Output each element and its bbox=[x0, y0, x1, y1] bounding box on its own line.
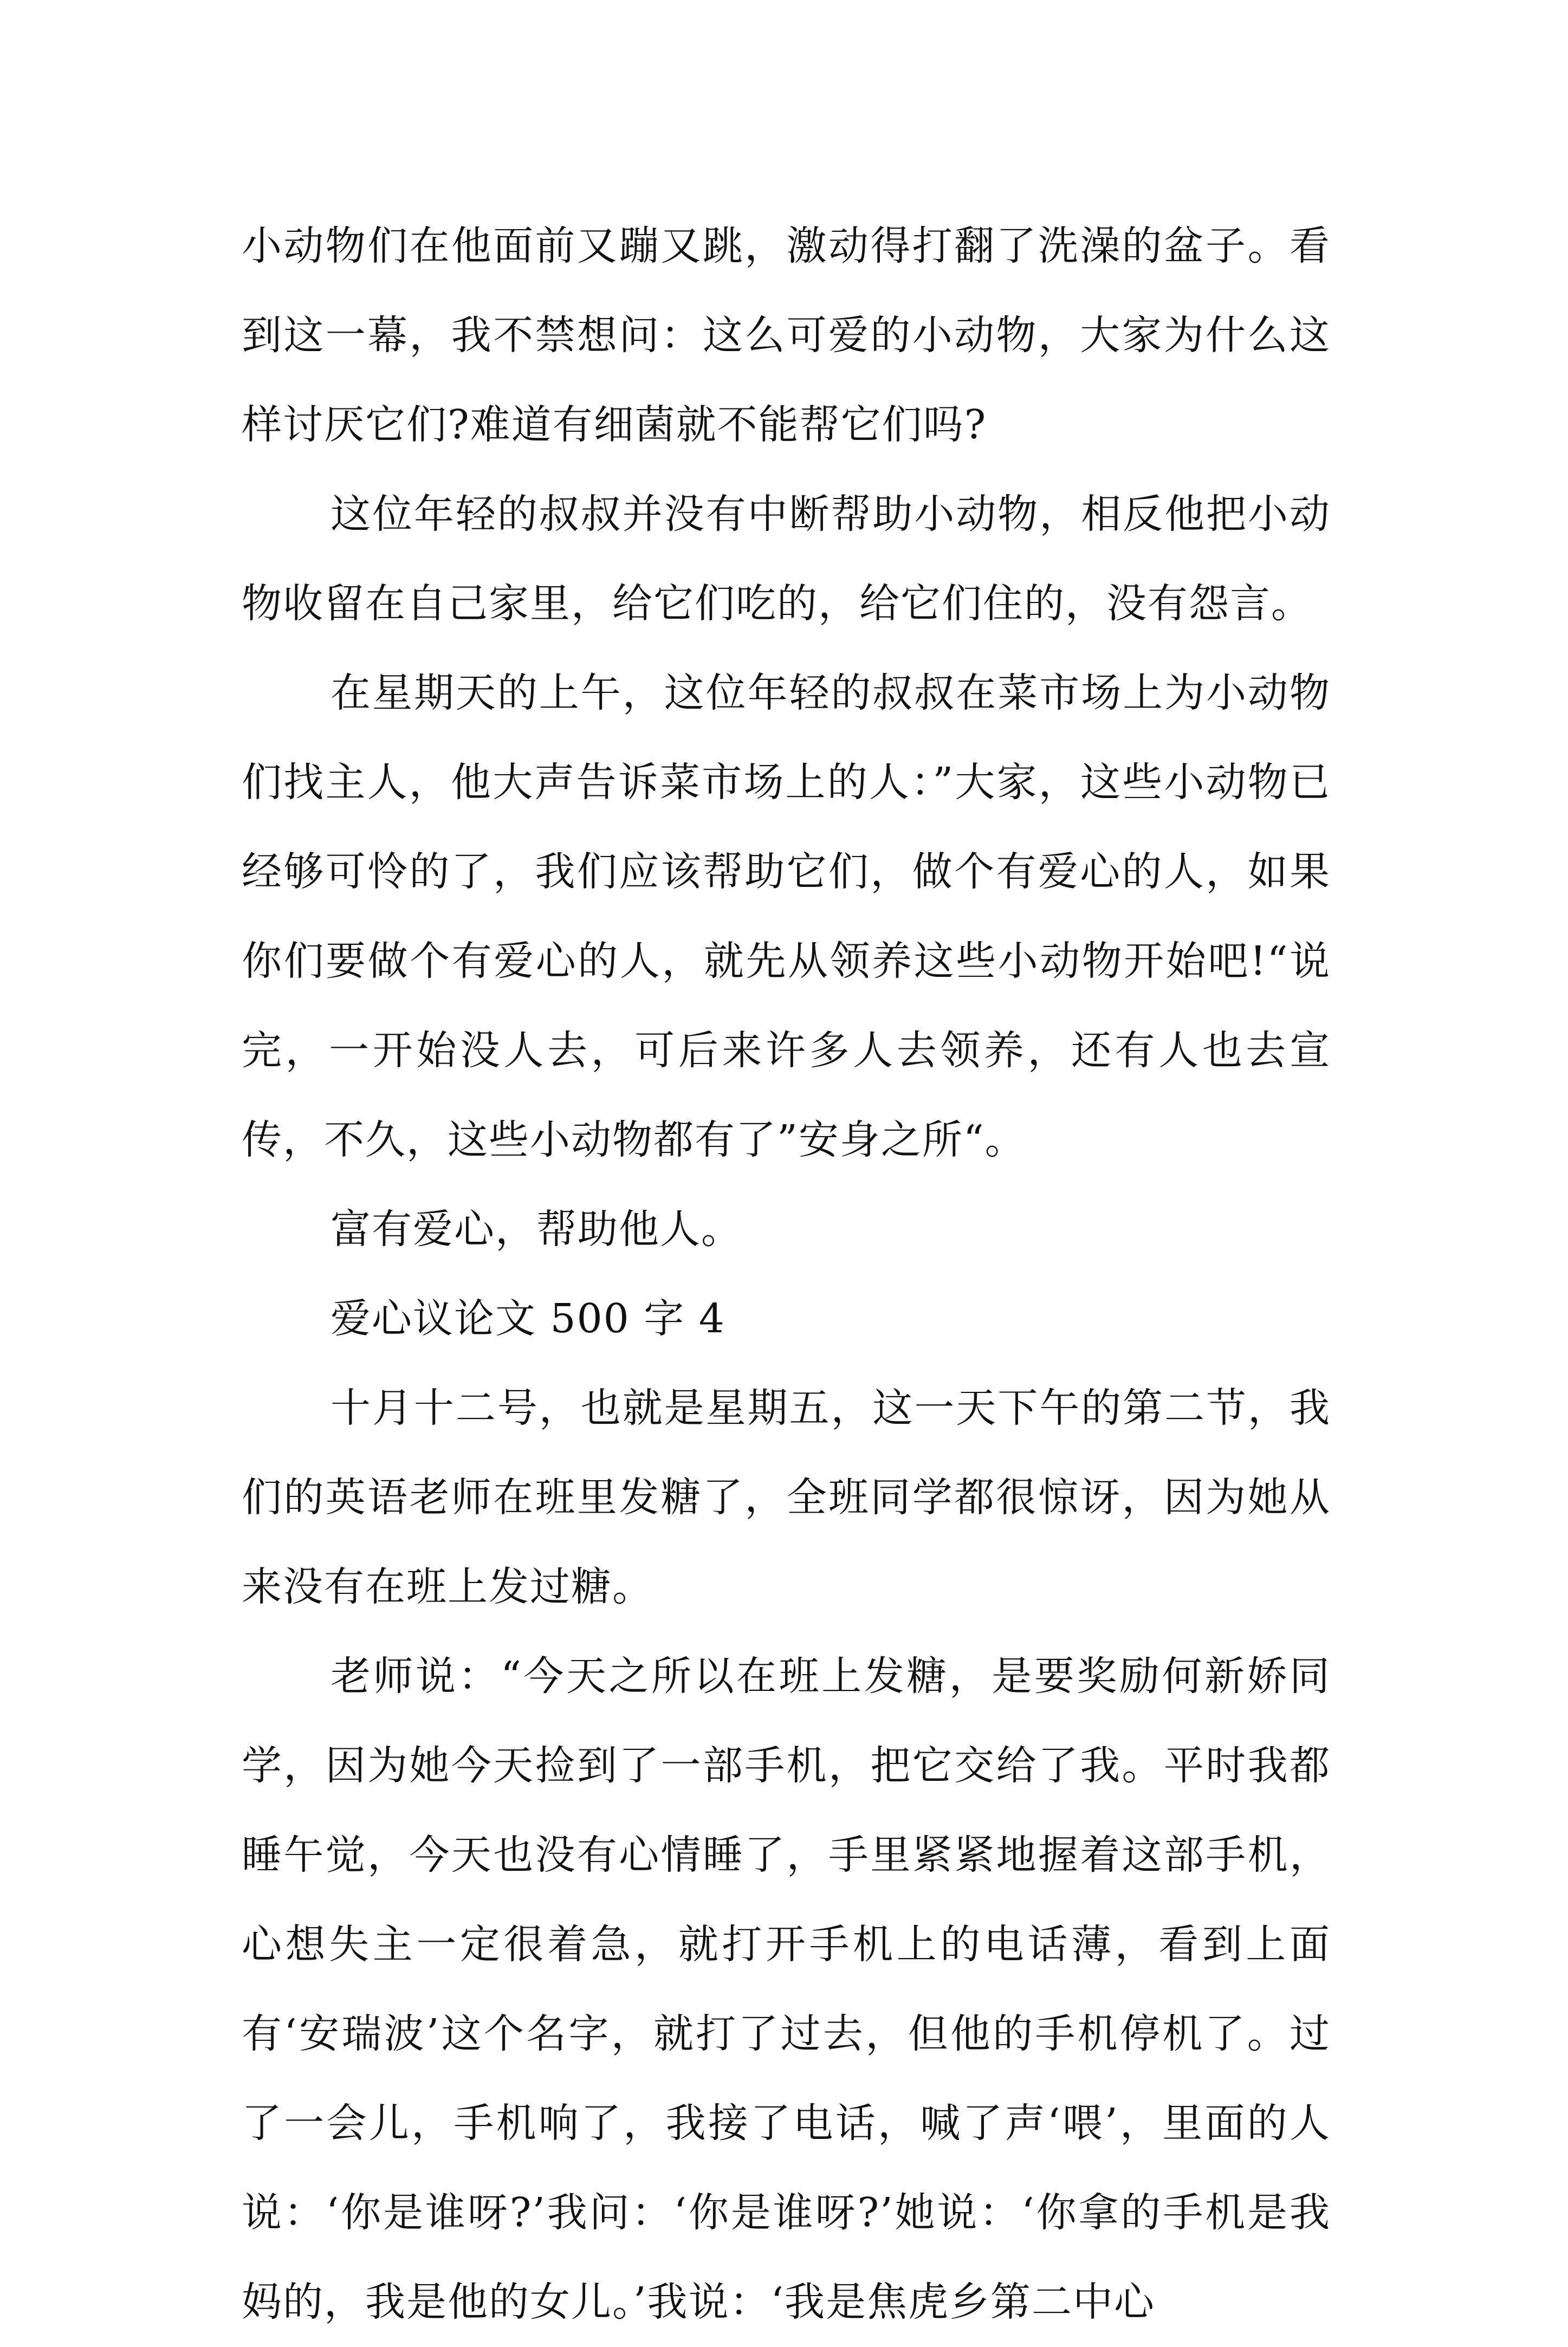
paragraph: 在星期天的上午，这位年轻的叔叔在菜市场上为小动物们找主人，他大声告诉菜市场上的人：”大家，这些小动物已经够可怜的了，我们应该帮助它们，做个有爱心的人，如果你们要做个有爱心的人，就先从领养这些小动物开始吧!“说完，一开始没人去，可后来许多人去领养，还有人也去宣传，不久，这些小动物都有了”安身之所“。 bbox=[242, 670, 1331, 1163]
paragraph: 这位年轻的叔叔并没有中断帮助小动物，相反他把小动物收留在自己家里，给它们吃的，给它们住的，没有怨言。 bbox=[242, 491, 1331, 627]
paragraph: 富有爱心，帮助他人。 bbox=[331, 1206, 742, 1253]
section-heading: 爱心议论文 500 字 4 bbox=[331, 1295, 725, 1342]
paragraph: 老师说：“今天之所以在班上发糖，是要奖励何新娇同学，因为她今天捡到了一部手机，把它交给了我。平时我都睡午觉，今天也没有心情睡了，手里紧紧地握着这部手机，心想失主一定很着急，就打开手机上的电话薄，看到上面有‘安瑞波’这个名字，就打了过去，但他的手机停机了。过了一会儿，手机响了，我接了电话，喊了声‘喂’，里面的人说：‘你是谁呀?’我问：‘你是谁呀?’她说：‘你拿的手机是我妈的，我是他的女儿。’我说：‘我是焦虎乡第二中心 bbox=[242, 1653, 1331, 2325]
paragraph: 小动物们在他面前又蹦又跳，激动得打翻了洗澡的盆子。看到这一幕，我不禁想问：这么可爱的小动物，大家为什么这样讨厌它们?难道有细菌就不能帮它们吗? bbox=[242, 223, 1331, 448]
body-text bbox=[242, 202, 1331, 2347]
paragraph: 十月十二号，也就是星期五，这一天下午的第二节，我们的英语老师在班里发糖了，全班同学都很惊讶，因为她从来没有在班上发过糖。 bbox=[242, 1385, 1331, 1610]
